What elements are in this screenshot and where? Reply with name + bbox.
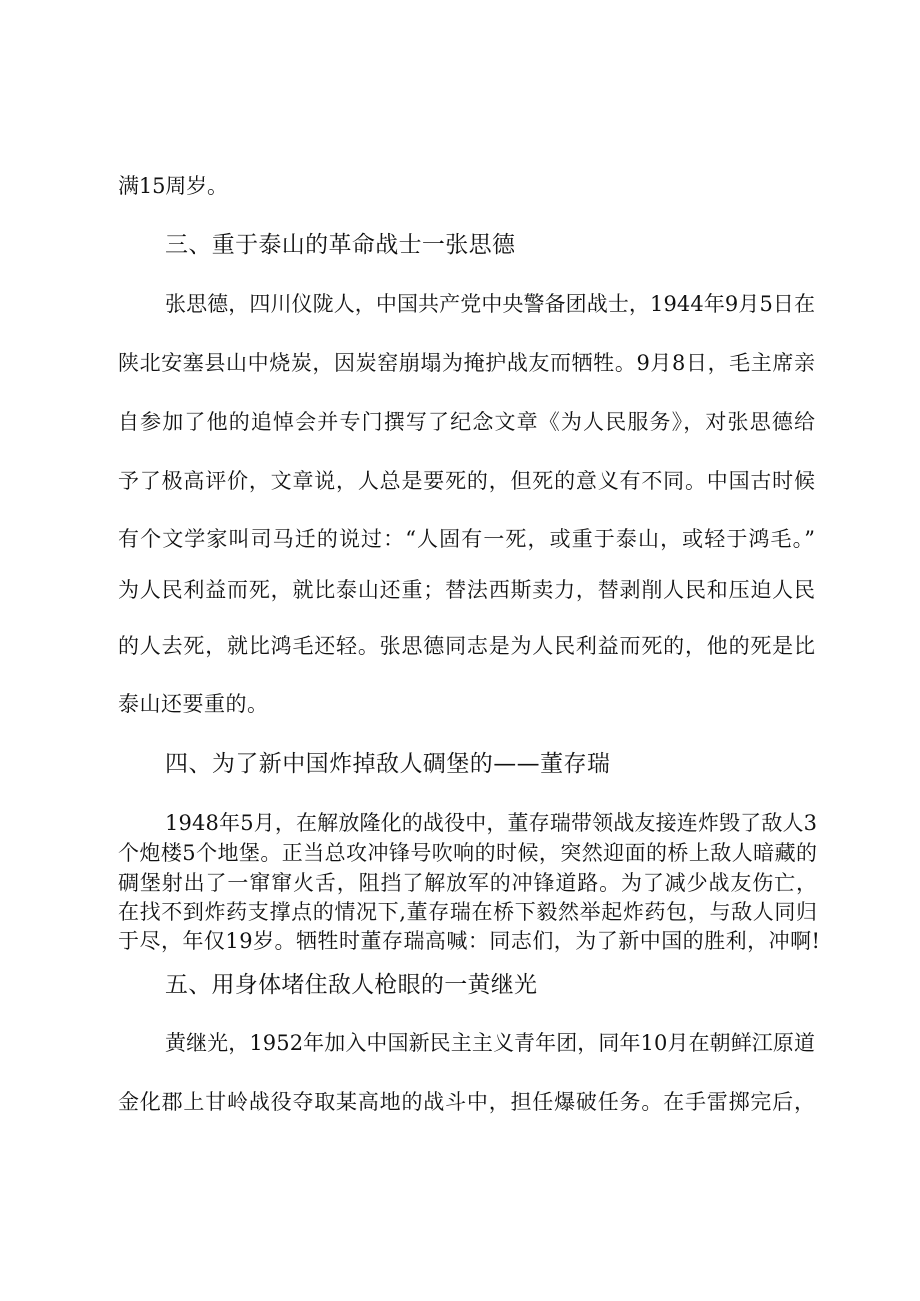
paragraph-line: 1948年5月，在解放隆化的战役中，董存瑞带领战友接连炸毁了敌人3 — [165, 811, 818, 835]
paragraph-line: 张思德，四川仪陇人，中国共产党中央警备团战士，1944年9月5日在 — [165, 292, 816, 316]
paragraph-line: 泰山还要重的。 — [118, 692, 269, 716]
paragraph-line: 为人民利益而死，就比泰山还重；替法西斯卖力，替剥削人民和压迫人民 — [118, 578, 816, 602]
paragraph-line: 陕北安塞县山中烧炭，因炭窑崩塌为掩护战友而牺牲。9月8日，毛主席亲 — [118, 351, 816, 375]
paragraph-line: 于尽，年仅19岁。牺牲时董存瑞高喊：同志们，为了新中国的胜利，冲啊! — [118, 929, 821, 953]
paragraph-line: 的人去死，就比鸿毛还轻。张思德同志是为人民利益而死的，他的死是比 — [118, 634, 816, 658]
section-heading: 五、用身体堵住敌人枪眼的一黄继光 — [165, 972, 538, 998]
paragraph-line: 予了极高评价，文章说，人总是要死的，但死的意义有不同。中国古时候 — [118, 469, 816, 493]
paragraph-line: 个炮楼5个地堡。正当总攻冲锋号吹响的时候，突然迎面的桥上敌人暗藏的 — [118, 841, 818, 865]
paragraph-line: 满15周岁。 — [118, 174, 228, 198]
paragraph-line: 自参加了他的追悼会并专门撰写了纪念文章《为人民服务》，对张思德给 — [118, 410, 817, 434]
paragraph-line: 碉堡射出了一窜窜火舌，阻挡了解放军的冲锋道路。为了减少战友伤亡， — [118, 871, 818, 895]
paragraph-line: 金化郡上甘岭战役夺取某高地的战斗中，担任爆破任务。在手雷掷完后， — [118, 1090, 816, 1114]
paragraph-line: 在找不到炸药支撑点的情况下,董存瑞在桥下毅然举起炸药包，与敌人同归 — [118, 900, 818, 924]
paragraph-line: 黄继光，1952年加入中国新民主主义青年团，同年10月在朝鲜江原道 — [165, 1031, 816, 1055]
section-heading: 三、重于泰山的革命战士一张思德 — [165, 232, 516, 258]
paragraph-line: 有个文学家叫司马迁的说过：“人固有一死，或重于泰山，或轻于鸿毛。” — [118, 527, 817, 551]
section-heading: 四、为了新中国炸掉敌人碉堡的——董存瑞 — [165, 751, 611, 777]
